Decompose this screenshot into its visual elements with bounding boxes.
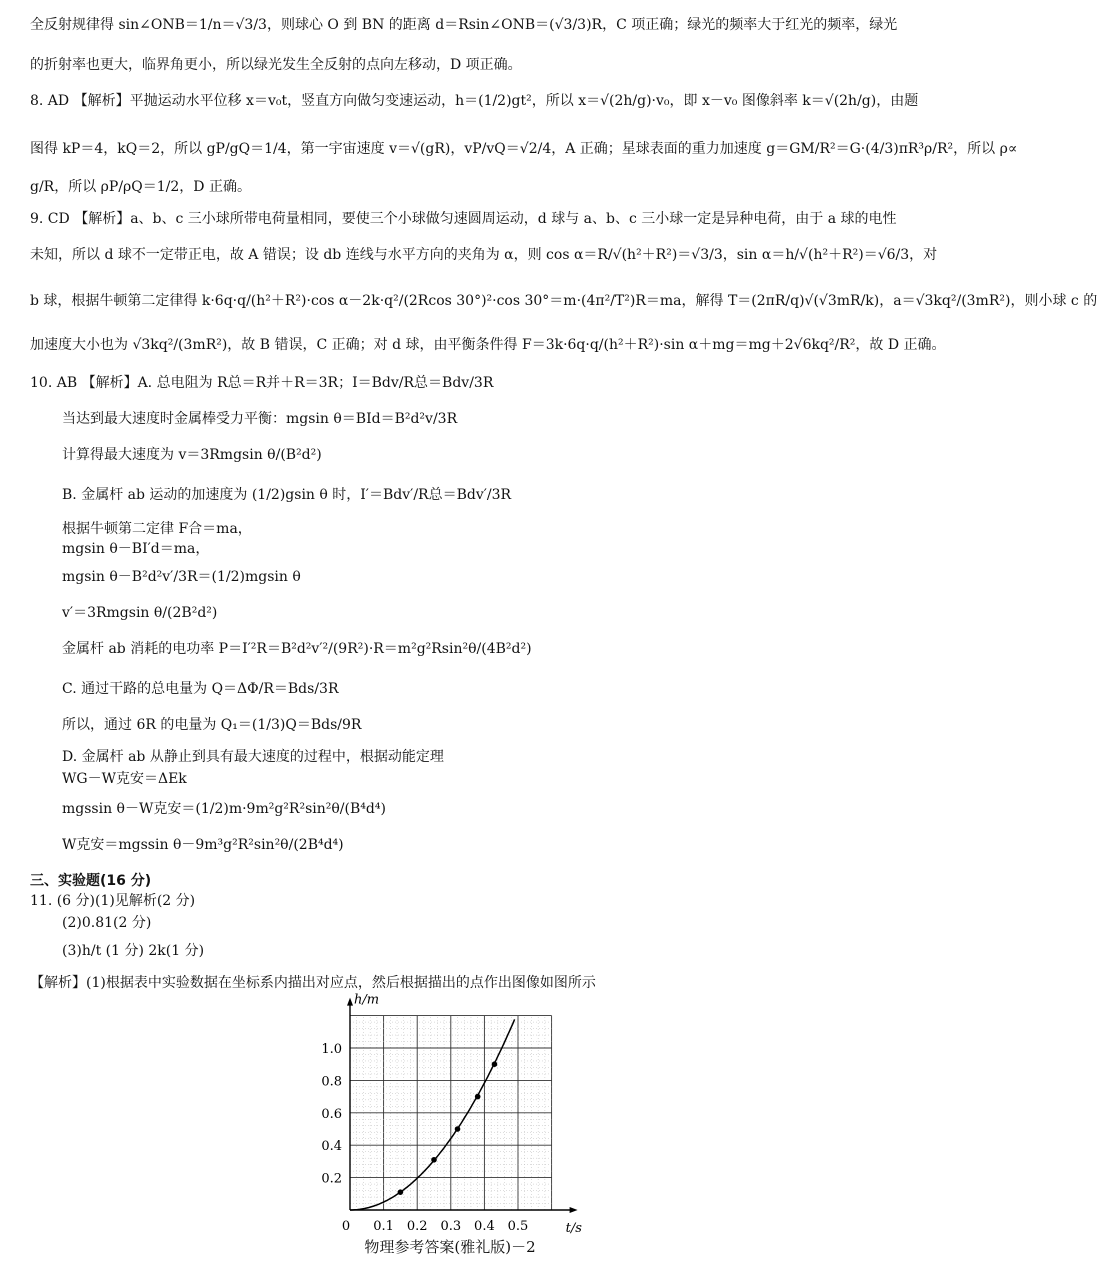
text-line: (3)h/t (1 分) 2k(1 分) xyxy=(62,943,205,959)
x-tick-label: 0.2 xyxy=(406,1219,428,1234)
data-points xyxy=(398,1061,498,1195)
text-line: B. 金属杆 ab 运动的加速度为 (1/2)gsin θ 时，I′＝Bdv′/R总＝Bdv′/3R xyxy=(62,487,512,503)
text-line: mgsin θ－BI′d＝ma， xyxy=(62,541,210,557)
text-line: WG－W克安＝ΔEk xyxy=(62,771,187,787)
text-line: 当达到最大速度时金属棒受力平衡：mgsin θ＝BId＝B²d²v/3R xyxy=(62,411,458,427)
text-line: (2)0.81(2 分) xyxy=(62,915,152,931)
text-line: D. 金属杆 ab 从静止到具有最大速度的过程中，根据动能定理 xyxy=(62,749,444,765)
y-axis-label: h/m xyxy=(354,992,380,1008)
x-axis-arrow xyxy=(570,1207,578,1213)
text-line: mgsin θ－B²d²v′/3R＝(1/2)mgsin θ xyxy=(62,569,301,585)
text-line: v′＝3Rmgsin θ/(2B²d²) xyxy=(62,605,218,621)
text-line: mgssin θ－W克安＝(1/2)m·9m²g²R²sin²θ/(B⁴d⁴) xyxy=(62,801,386,817)
text-line: 9. CD 【解析】a、b、c 三小球所带电荷量相同，要使三个小球做匀速圆周运动，d 球与 a、b、c 三小球一定是异种电荷，由于 a 球的电性 xyxy=(30,211,897,227)
text-line: 计算得最大速度为 v＝3Rmgsin θ/(B²d²) xyxy=(62,447,322,463)
origin-label: 0 xyxy=(341,1219,351,1234)
text-line: 11. (6 分)(1)见解析(2 分) xyxy=(30,893,196,909)
chart-ticks xyxy=(321,1042,528,1234)
y-axis-arrow xyxy=(347,998,353,1006)
x-axis-label: t/s xyxy=(565,1221,582,1236)
text-line: 10. AB 【解析】A. 总电阻为 R总＝R并＋R＝3R；I＝Bdv/R总＝Bdv/3R xyxy=(30,375,494,391)
text-line: W克安＝mgssin θ－9m³g²R²sin²θ/(2B⁴d⁴) xyxy=(62,837,344,853)
data-point xyxy=(492,1061,498,1067)
x-tick-label: 0.3 xyxy=(440,1219,462,1234)
x-tick-label: 0.4 xyxy=(474,1219,495,1234)
text-line: 的折射率也更大，临界角更小，所以绿光发生全反射的点向左移动，D 项正确。 xyxy=(30,57,522,73)
y-tick-label: 1.0 xyxy=(321,1042,342,1057)
page-footer: 物理参考答案(雅礼版)－2 xyxy=(364,1238,536,1256)
data-point xyxy=(431,1157,437,1163)
chart-axes xyxy=(347,993,582,1236)
y-tick-label: 0.6 xyxy=(321,1106,342,1122)
text-line: g/R，所以 ρP/ρQ＝1/2，D 正确。 xyxy=(30,179,251,195)
text-line: b 球，根据牛顿第二定律得 k·6q·q/(h²＋R²)·cos α－2k·q²/(2Rcos 30°)²·cos 30°＝m·(4π²/T²)R＝ma，解得 T＝(2πR/q)√(√3mR/k)，a＝√3kq²/(3mR²)，则小球 c 的 xyxy=(30,293,1097,309)
text-line: 全反射规律得 sin∠ONB＝1/n＝√3/3，则球心 O 到 BN 的距离 d＝Rsin∠ONB＝(√3/3)R，C 项正确；绿光的频率大于红光的频率，绿光 xyxy=(30,17,898,33)
data-point xyxy=(455,1126,461,1132)
text-line: 图得 kP＝4，kQ＝2，所以 gP/gQ＝1/4，第一宇宙速度 v＝√(gR)，vP/vQ＝√2/4，A 正确；星球表面的重力加速度 g＝GM/R²＝G·(4/3)πR³ρ/R²，所以 ρ∝ xyxy=(30,141,1018,157)
y-tick-label: 0.2 xyxy=(321,1171,342,1187)
y-tick-label: 0.4 xyxy=(321,1139,342,1155)
data-point xyxy=(475,1094,481,1100)
text-line: 金属杆 ab 消耗的电功率 P＝I′²R＝B²d²v′²/(9R²)·R＝m²g²Rsin²θ/(4B²d²) xyxy=(62,641,532,657)
y-tick-label: 0.8 xyxy=(321,1074,342,1090)
text-line: 加速度大小也为 √3kq²/(3mR²)，故 B 错误，C 正确；对 d 球，由平衡条件得 F＝3k·6q·q/(h²＋R²)·sin α＋mg＝mg＋2√6kq²/R²，故 D 正确。 xyxy=(30,337,946,353)
text-line: 所以，通过 6R 的电量为 Q₁＝(1/3)Q＝Bds/9R xyxy=(62,717,362,733)
x-tick-label: 0.1 xyxy=(373,1219,394,1234)
data-point xyxy=(398,1189,404,1195)
text-line: C. 通过干路的总电量为 Q＝ΔΦ/R＝Bds/3R xyxy=(62,681,339,697)
text-line: 未知，所以 d 球不一定带正电，故 A 错误；设 db 连线与水平方向的夹角为 α，则 cos α＝R/√(h²＋R²)＝√3/3，sin α＝h/√(h²＋R²)＝√6/3，对 xyxy=(30,247,938,263)
text-line: 8. AD 【解析】平抛运动水平位移 x＝v₀t，竖直方向做匀变速运动，h＝(1/2)gt²，所以 x＝√(2h/g)·v₀，即 x－v₀ 图像斜率 k＝√(2h/g)，由题 xyxy=(30,93,919,109)
h-t-chart xyxy=(312,992,612,1236)
text-line: 【解析】(1)根据表中实验数据在坐标系内描出对应点，然后根据描出的点作出图像如图所示 xyxy=(30,975,596,991)
x-tick-label: 0.5 xyxy=(507,1219,529,1234)
chart-grid xyxy=(350,1016,552,1210)
section-heading: 三、实验题(16 分) xyxy=(30,873,152,889)
text-line: 根据牛顿第二定律 F合＝ma， xyxy=(62,521,252,537)
